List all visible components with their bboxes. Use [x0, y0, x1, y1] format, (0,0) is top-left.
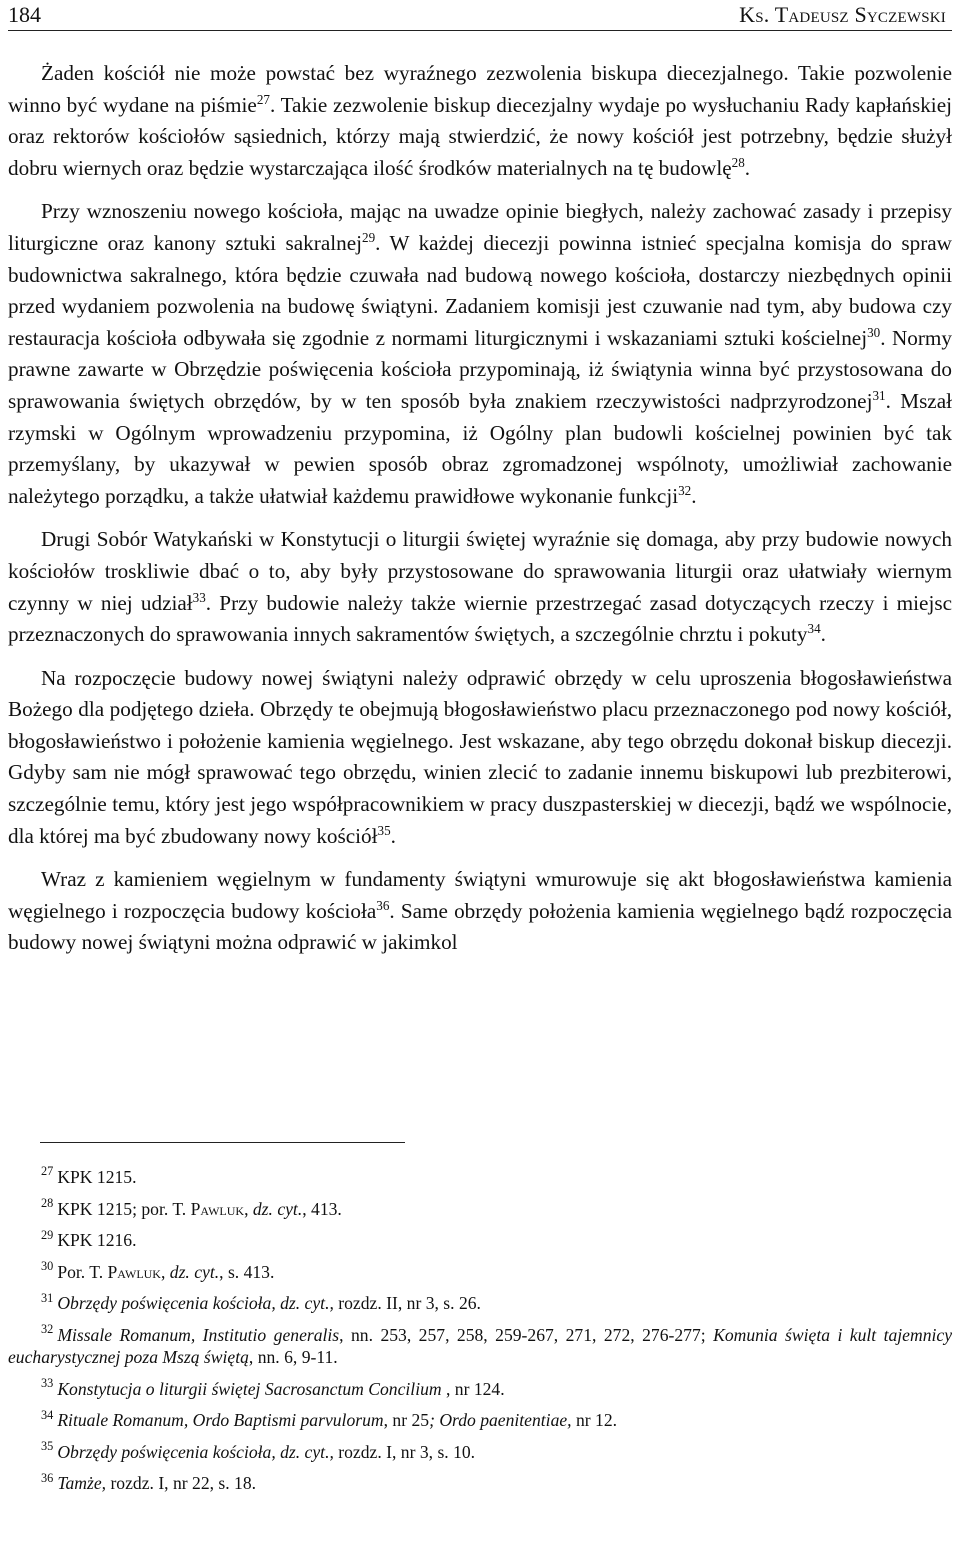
- footnote: $^{35}$ Obrzędy poświęcenia kościoła, dz. cyt., rozdz. I, nr 3, s. 10.: [41, 1439, 476, 1462]
- footnote: $^{27}$ KPK 1215.: [41, 1164, 137, 1187]
- footnote: $^{36}$ Tamże, rozdz. I, nr 22, s. 18.: [41, 1470, 257, 1494]
- footnote-ref[interactable]: 36: [376, 897, 390, 913]
- footnote-ref[interactable]: 27: [256, 91, 270, 107]
- footnote: $^{32}$ Missale Romanum, Institutio generalis, nn. 253, 257, 258, 259-267, 271, 272, 276-277; Komunia święta i kult tajemnicy eucharystycznej poza Mszą świętą, nn. 6, 9-11.: [8, 1322, 953, 1367]
- footnote: $^{33}$ Konstytucja o liturgii świętej Sacrosanctum Concilium , nr 124.: [41, 1375, 505, 1399]
- footnote-ref[interactable]: 30: [867, 324, 881, 340]
- footnote-ref[interactable]: 32: [678, 482, 692, 498]
- footnote: $^{30}$ Por. T. Pawluk, dz. cyt., s. 413.: [41, 1259, 275, 1282]
- footnote-separator: [40, 1142, 405, 1143]
- footnote-ref[interactable]: 31: [872, 387, 886, 403]
- paragraph: Na rozpoczęcie budowy nowej świątyni należy odprawić obrzędy w celu uproszenia błogosławieństwa Bożego dla podjętego dzieła. Obrzędy te obejmują błogosławieństwo placu przeznaczonego pod nowy kościół, błogosławieństwo i położenie kamienia węgielnego. Jest wskazane, aby tego obrzędu dokonał biskup diecezji. Gdyby sam nie mógł sprawować tego obrzędu, winien zlecić to zadanie innemu biskupowi lub prezbiterowi, szczególnie temu, który jest jego współpracownikiem w pracy duszpasterskiej w diecezji, bądź we wspólnocie, dla której ma być zbudowany nowy kościół$^{35}$.: [8, 665, 952, 848]
- footnote: $^{31}$ Obrzędy poświęcenia kościoła, dz. cyt., rozdz. II, nr 3, s. 26.: [41, 1290, 481, 1314]
- paragraph: Przy wznoszeniu nowego kościoła, mając na uwadze opinie biegłych, należy zachować zasady i przepisy liturgiczne oraz kanony sztuki sakralnej$^{29}$. W każdej diecezji powinna istnieć specjalna komisja do spraw budownictwa sakralnego, która będzie czuwała nad budową nowego kościoła, dostarczy niezbędnych opinii przed wydaniem pozwolenia na budowę świątyni. Zadaniem komisji jest czuwanie nad tym, aby budowa czy restauracja kościoła odbywała się zgodnie z normami liturgicznymi i wskazaniami sztuki kościelnej$^{30}$. Normy prawne zawarte w Obrzędzie poświęcenia kościoła przypominają, iż świątynia winna być przystosowana do sprawowania świętych obrzędów, by w ten sposób była znakiem rzeczywistości nadprzyrodzonej$^{31}$. Mszał rzymski w Ogólnym wprowadzeniu przypomina, iż Ogólny plan budowli kościelnej powinien być tak przemyślany, by ukazywał w pewien sposób obraz zgromadzonej wspólnoty, umożliwiał zachowanie należytego porządku, a także ułatwiał każdemu prawidłowe wykonanie funkcji$^{32}$.: [8, 199, 953, 508]
- footnotes: [8, 1166, 952, 1504]
- paragraph: Wraz z kamieniem węgielnym w fundamenty świątyni wmurowuje się akt błogosławieństwa kamienia węgielnego i rozpoczęcia budowy kościoła$^{36}$. Same obrzędy położenia kamienia węgielnego bądź rozpoczęcia budowy nowej świątyni można odprawić w jakimkol: [8, 867, 952, 955]
- running-header: [8, 0, 952, 31]
- footnote: $^{28}$ KPK 1215; por. T. Pawluk, dz. cyt., 413.: [41, 1195, 342, 1219]
- footnote-ref[interactable]: 34: [807, 620, 821, 636]
- paragraph: Drugi Sobór Watykański w Konstytucji o liturgii świętej wyraźnie się domaga, aby przy budowie nowych kościołów troskliwie dbać o to, aby były przystosowane do sprawowania liturgii oraz ułatwiały wiernym czynny w niej udział$^{33}$. Przy budowie należy także wiernie przestrzegać zasad dotyczących rzeczy i miejsc przeznaczonych do sprawowania innych sakramentów świętych, a szczególnie chrztu i pokuty$^{34}$.: [8, 527, 952, 647]
- footnote-ref[interactable]: 29: [362, 229, 376, 245]
- footnote: $^{29}$ KPK 1216.: [41, 1227, 137, 1251]
- footnote-ref[interactable]: 35: [377, 822, 391, 838]
- main-text: [8, 58, 952, 971]
- paragraph: Żaden kościół nie może powstać bez wyraźnego zezwolenia biskupa diecezjalnego. Takie pozwolenie winno być wydane na piśmie$^{27}$. Takie zezwolenie biskup diecezjalny wydaje po wysłuchaniu Rady kapłańskiej oraz rektorów kościołów sąsiednich, którzy mają stwierdzić, że nowy kościół jest potrzebny, będzie służył dobru wiernych oraz będzie wystarczająca ilość środków materialnych na tę budowlę$^{28}$.: [8, 61, 952, 180]
- page-number: 184: [8, 2, 41, 27]
- running-head-author: Ks. Tadeusz Syczewski: [739, 2, 946, 27]
- footnote-ref[interactable]: 28: [731, 154, 745, 170]
- footnote-ref[interactable]: 33: [192, 589, 206, 605]
- footnote: $^{34}$ Rituale Romanum, Ordo Baptismi parvulorum, nr 25; Ordo paenitentiae, nr 12.: [41, 1407, 618, 1431]
